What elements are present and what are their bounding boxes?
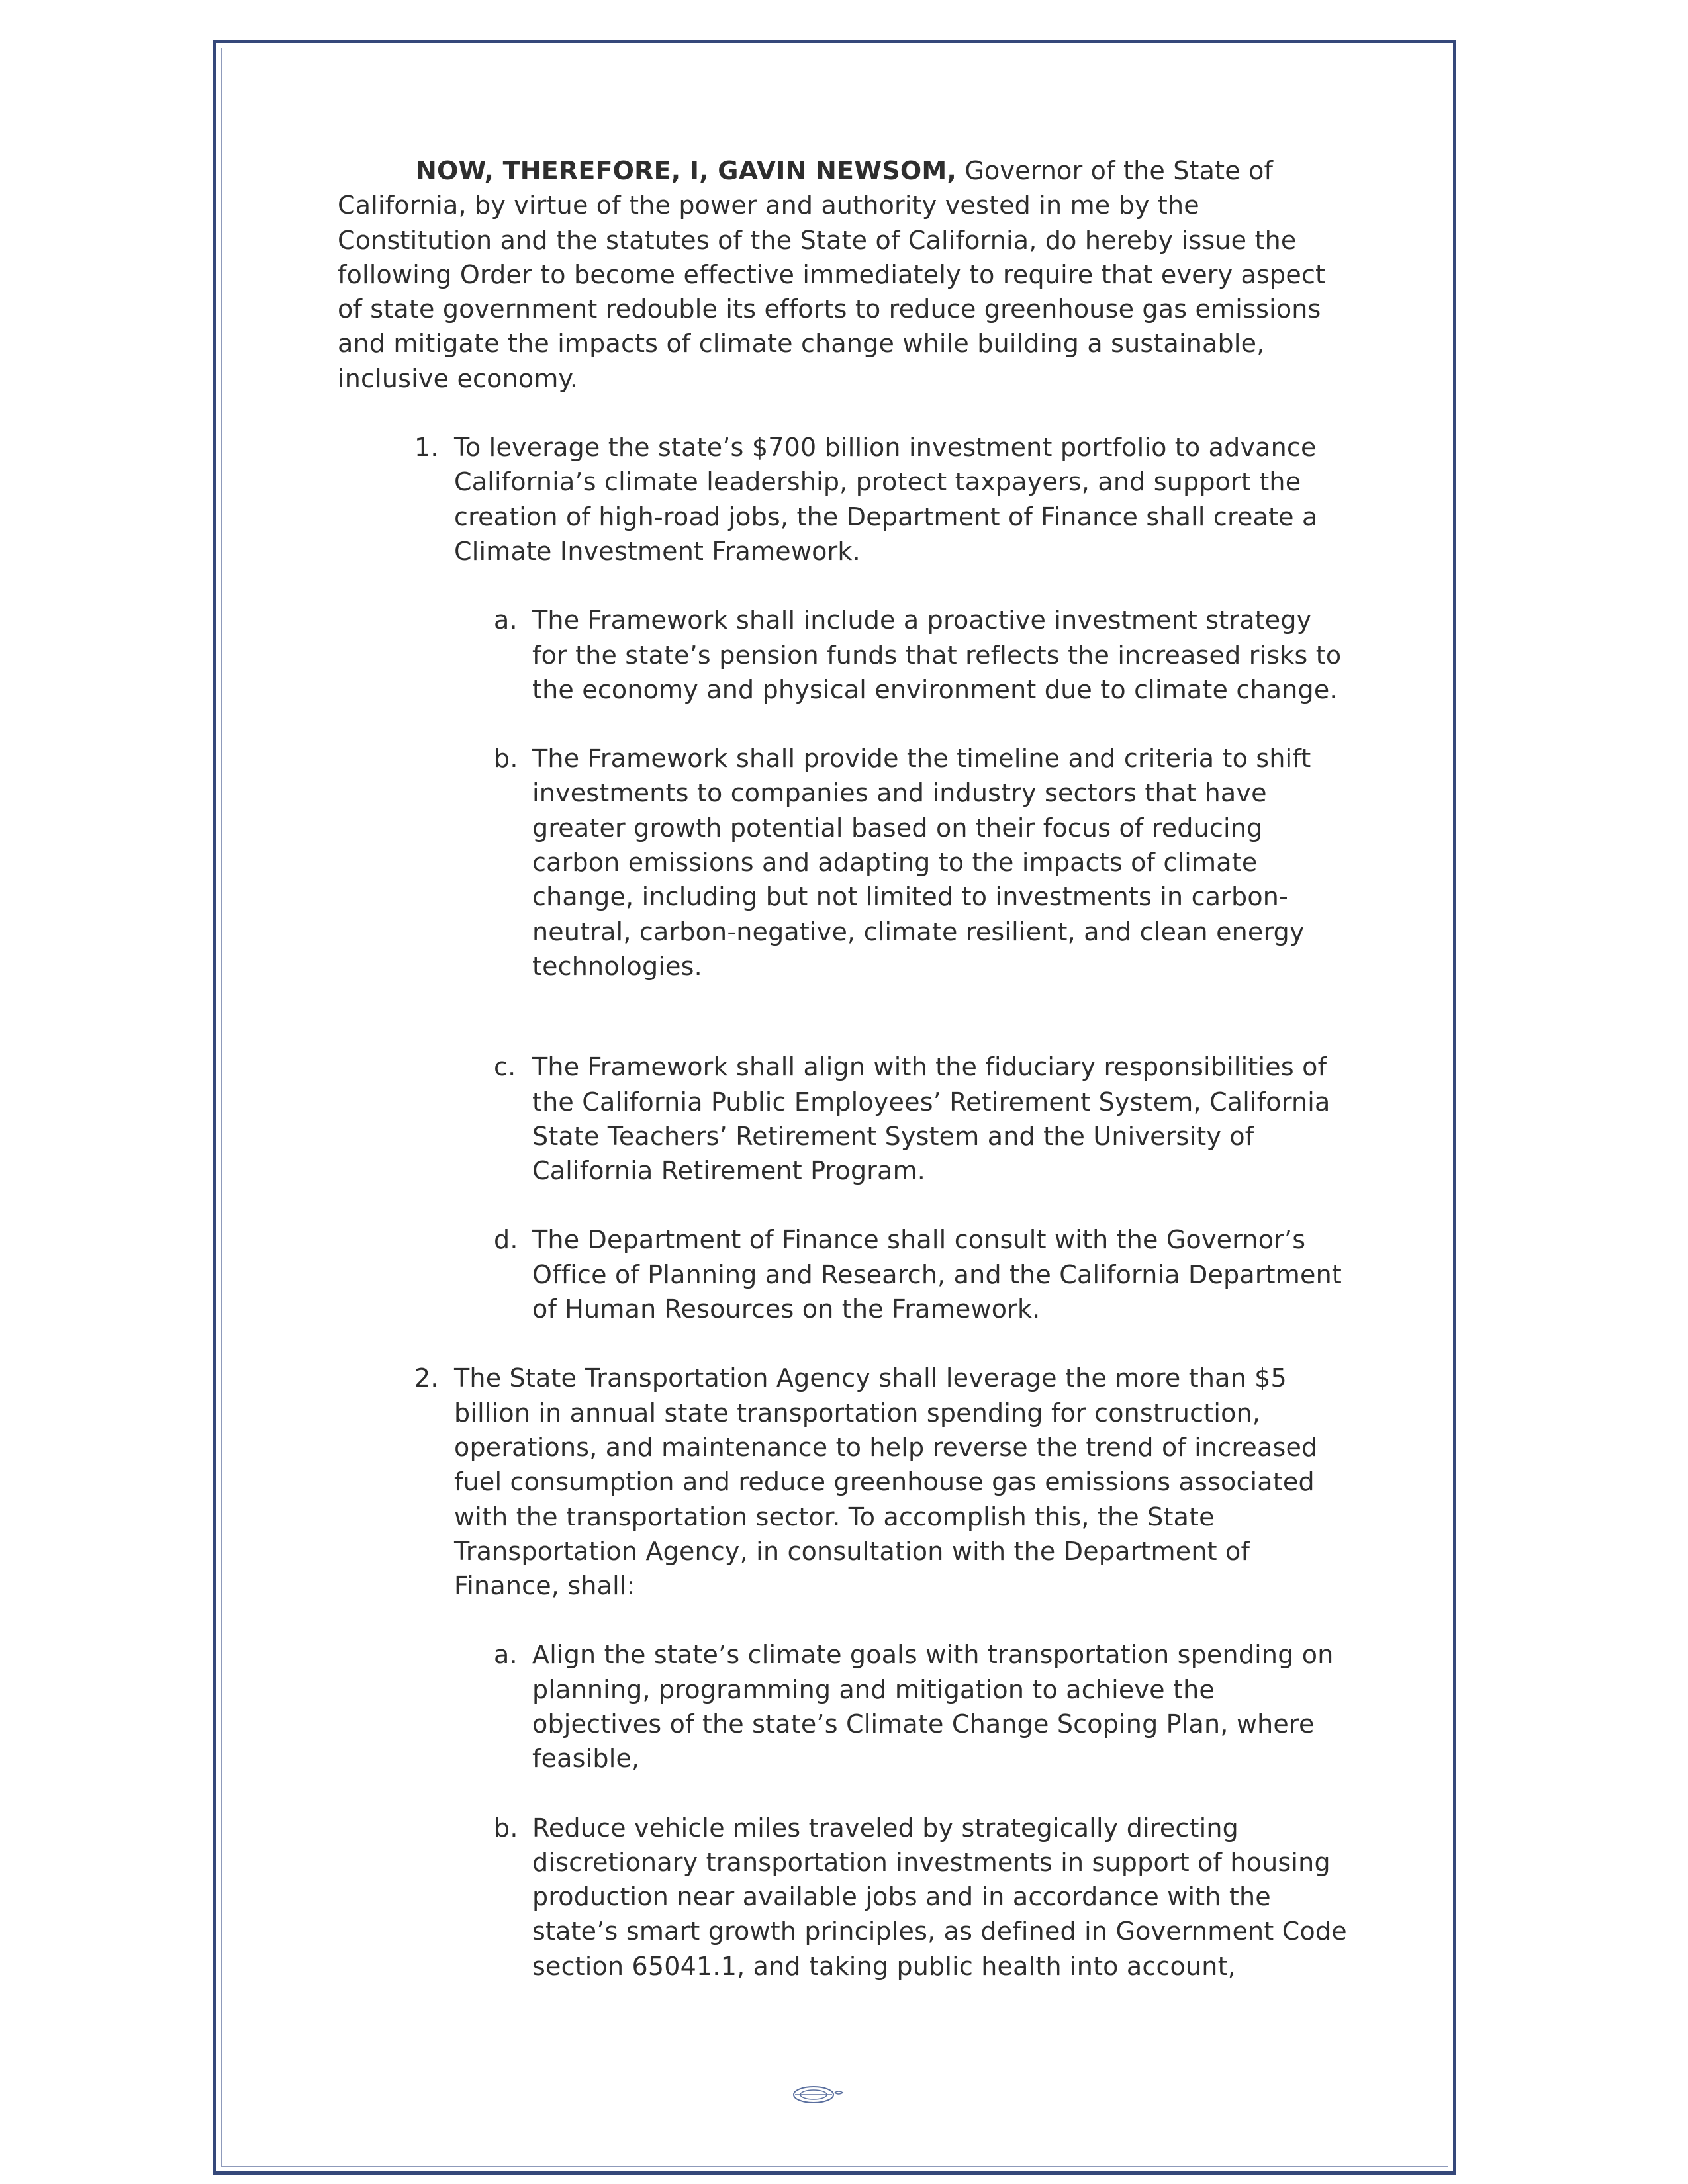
intro-paragraph (338, 154, 1350, 396)
item-number: 1. (414, 433, 439, 463)
subitem-letter: c. (494, 1052, 516, 1082)
subitem-text: The Framework shall provide the timeline and criteria to shift investments to companies and industry sectors that have greater growth potential based on their focus of reducing carbon emissions and adapting to the impacts of climate change, including but not limited to investments in carbon-neutral, carbon-negative, climate resilient, and clean energy technologies. (532, 744, 1311, 981)
order-subitem-1d (338, 1222, 1350, 1326)
subitem-letter: b. (494, 744, 518, 774)
subitem-text: Reduce vehicle miles traveled by strategically directing discretionary transportation investments in support of housing production near available jobs and in accordance with the state’s smart growth principles, as defined in Government Code section 65041.1, and taking public health into account, (532, 1813, 1347, 1981)
subitem-letter: d. (494, 1225, 518, 1255)
item-text: The State Transportation Agency shall leverage the more than $5 billion in annual state transportation spending for construction, operations, and maintenance to help reverse the trend of increased fuel consumption and reduce greenhouse gas emissions associated with the transportation sector. To accomplish this, the State Transportation Agency, in consultation with the Department of Finance, shall: (454, 1363, 1318, 1601)
order-subitem-1a (338, 603, 1350, 707)
subitem-text: The Framework shall align with the fiduciary responsibilities of the California Public Employees’ Retirement System, California State Teachers’ Retirement System and the University of California Retirement Program. (532, 1052, 1331, 1186)
subitem-letter: b. (494, 1813, 518, 1843)
subitem-text: Align the state’s climate goals with transportation spending on planning, programming and mitigation to achieve the objectives of the state’s Climate Change Scoping Plan, where feasible, (532, 1640, 1334, 1774)
order-subitem-2b (338, 1811, 1350, 1983)
order-item-2 (338, 1361, 1350, 1603)
subitem-letter: a. (494, 1640, 518, 1670)
subitem-text: The Department of Finance shall consult with the Governor’s Office of Planning and Research, and the California Department of Human Resources on the Framework. (532, 1225, 1342, 1324)
intro-lead: NOW, THEREFORE, I, GAVIN NEWSOM, (416, 156, 957, 185)
order-subitem-1b (338, 741, 1350, 983)
item-text: To leverage the state’s $700 billion investment portfolio to advance California’s climate leadership, protect taxpayers, and support the creation of high-road jobs, the Department of Finance shall create a Climate Investment Framework. (454, 433, 1318, 566)
item-number: 2. (414, 1363, 439, 1393)
order-subitem-2a (338, 1637, 1350, 1776)
document-body (338, 154, 1350, 1983)
intro-text: Governor of the State of California, by virtue of the power and authority vested in me by the Constitution and the statutes of the State of California, do hereby issue the following Order to become effective immediately to require that every aspect of state government redouble its efforts to reduce greenhouse gas emissions and mitigate the impacts of climate change while building a sustainable, inclusive economy. (338, 156, 1326, 393)
subitem-letter: a. (494, 606, 518, 635)
seal-emblem-icon (791, 2083, 847, 2106)
order-subitem-1c (338, 1050, 1350, 1188)
subitem-text: The Framework shall include a proactive investment strategy for the state’s pension funds that reflects the increased risks to the economy and physical environment due to climate change. (532, 606, 1342, 704)
order-item-1 (338, 430, 1350, 569)
